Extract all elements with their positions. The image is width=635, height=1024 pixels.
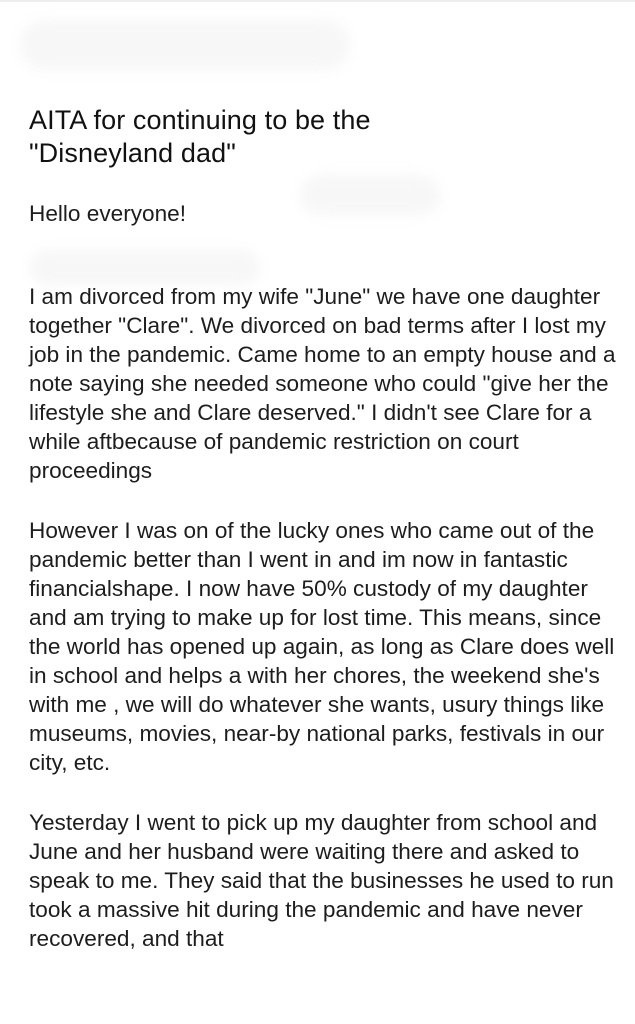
post-title-line-1: AITA for continuing to be the xyxy=(29,105,371,135)
post-content xyxy=(29,104,619,984)
faded-header-area xyxy=(20,20,350,70)
top-divider xyxy=(0,0,635,2)
post-body xyxy=(29,199,619,953)
post-paragraph: However I was on of the lucky ones who came out of the pandemic better than I went in and im now in fantastic financialshape. I now have 50% custody of my daughter and am trying to make up for lost time. This means, since the world has opened up again, as long as Clare does well in school and helps a with her chores, the weekend she's with me , we will do whatever she wants, usury things like museums, movies, near-by national parks, festivals in our city, etc. xyxy=(29,518,615,775)
post-title xyxy=(29,104,619,170)
post-paragraph: Yesterday I went to pick up my daughter from school and June and her husband were waiting there and asked to speak to me. They said that the businesses he used to run took a massive hit during the pandemic and have never recovered, and that xyxy=(29,810,614,951)
post-title-line-2: "Disneyland dad" xyxy=(29,138,236,168)
post-paragraph: I am divorced from my wife "June" we have one daughter together "Clare". We divorced on bad terms after I lost my job in the pandemic. Came home to an empty house and a note saying she needed someone who could "give her the lifestyle she and Clare deserved." I didn't see Clare for a while aftbecause of pandemic restriction on court proceedings xyxy=(29,284,616,483)
post-paragraph-greeting: Hello everyone! xyxy=(29,201,186,226)
